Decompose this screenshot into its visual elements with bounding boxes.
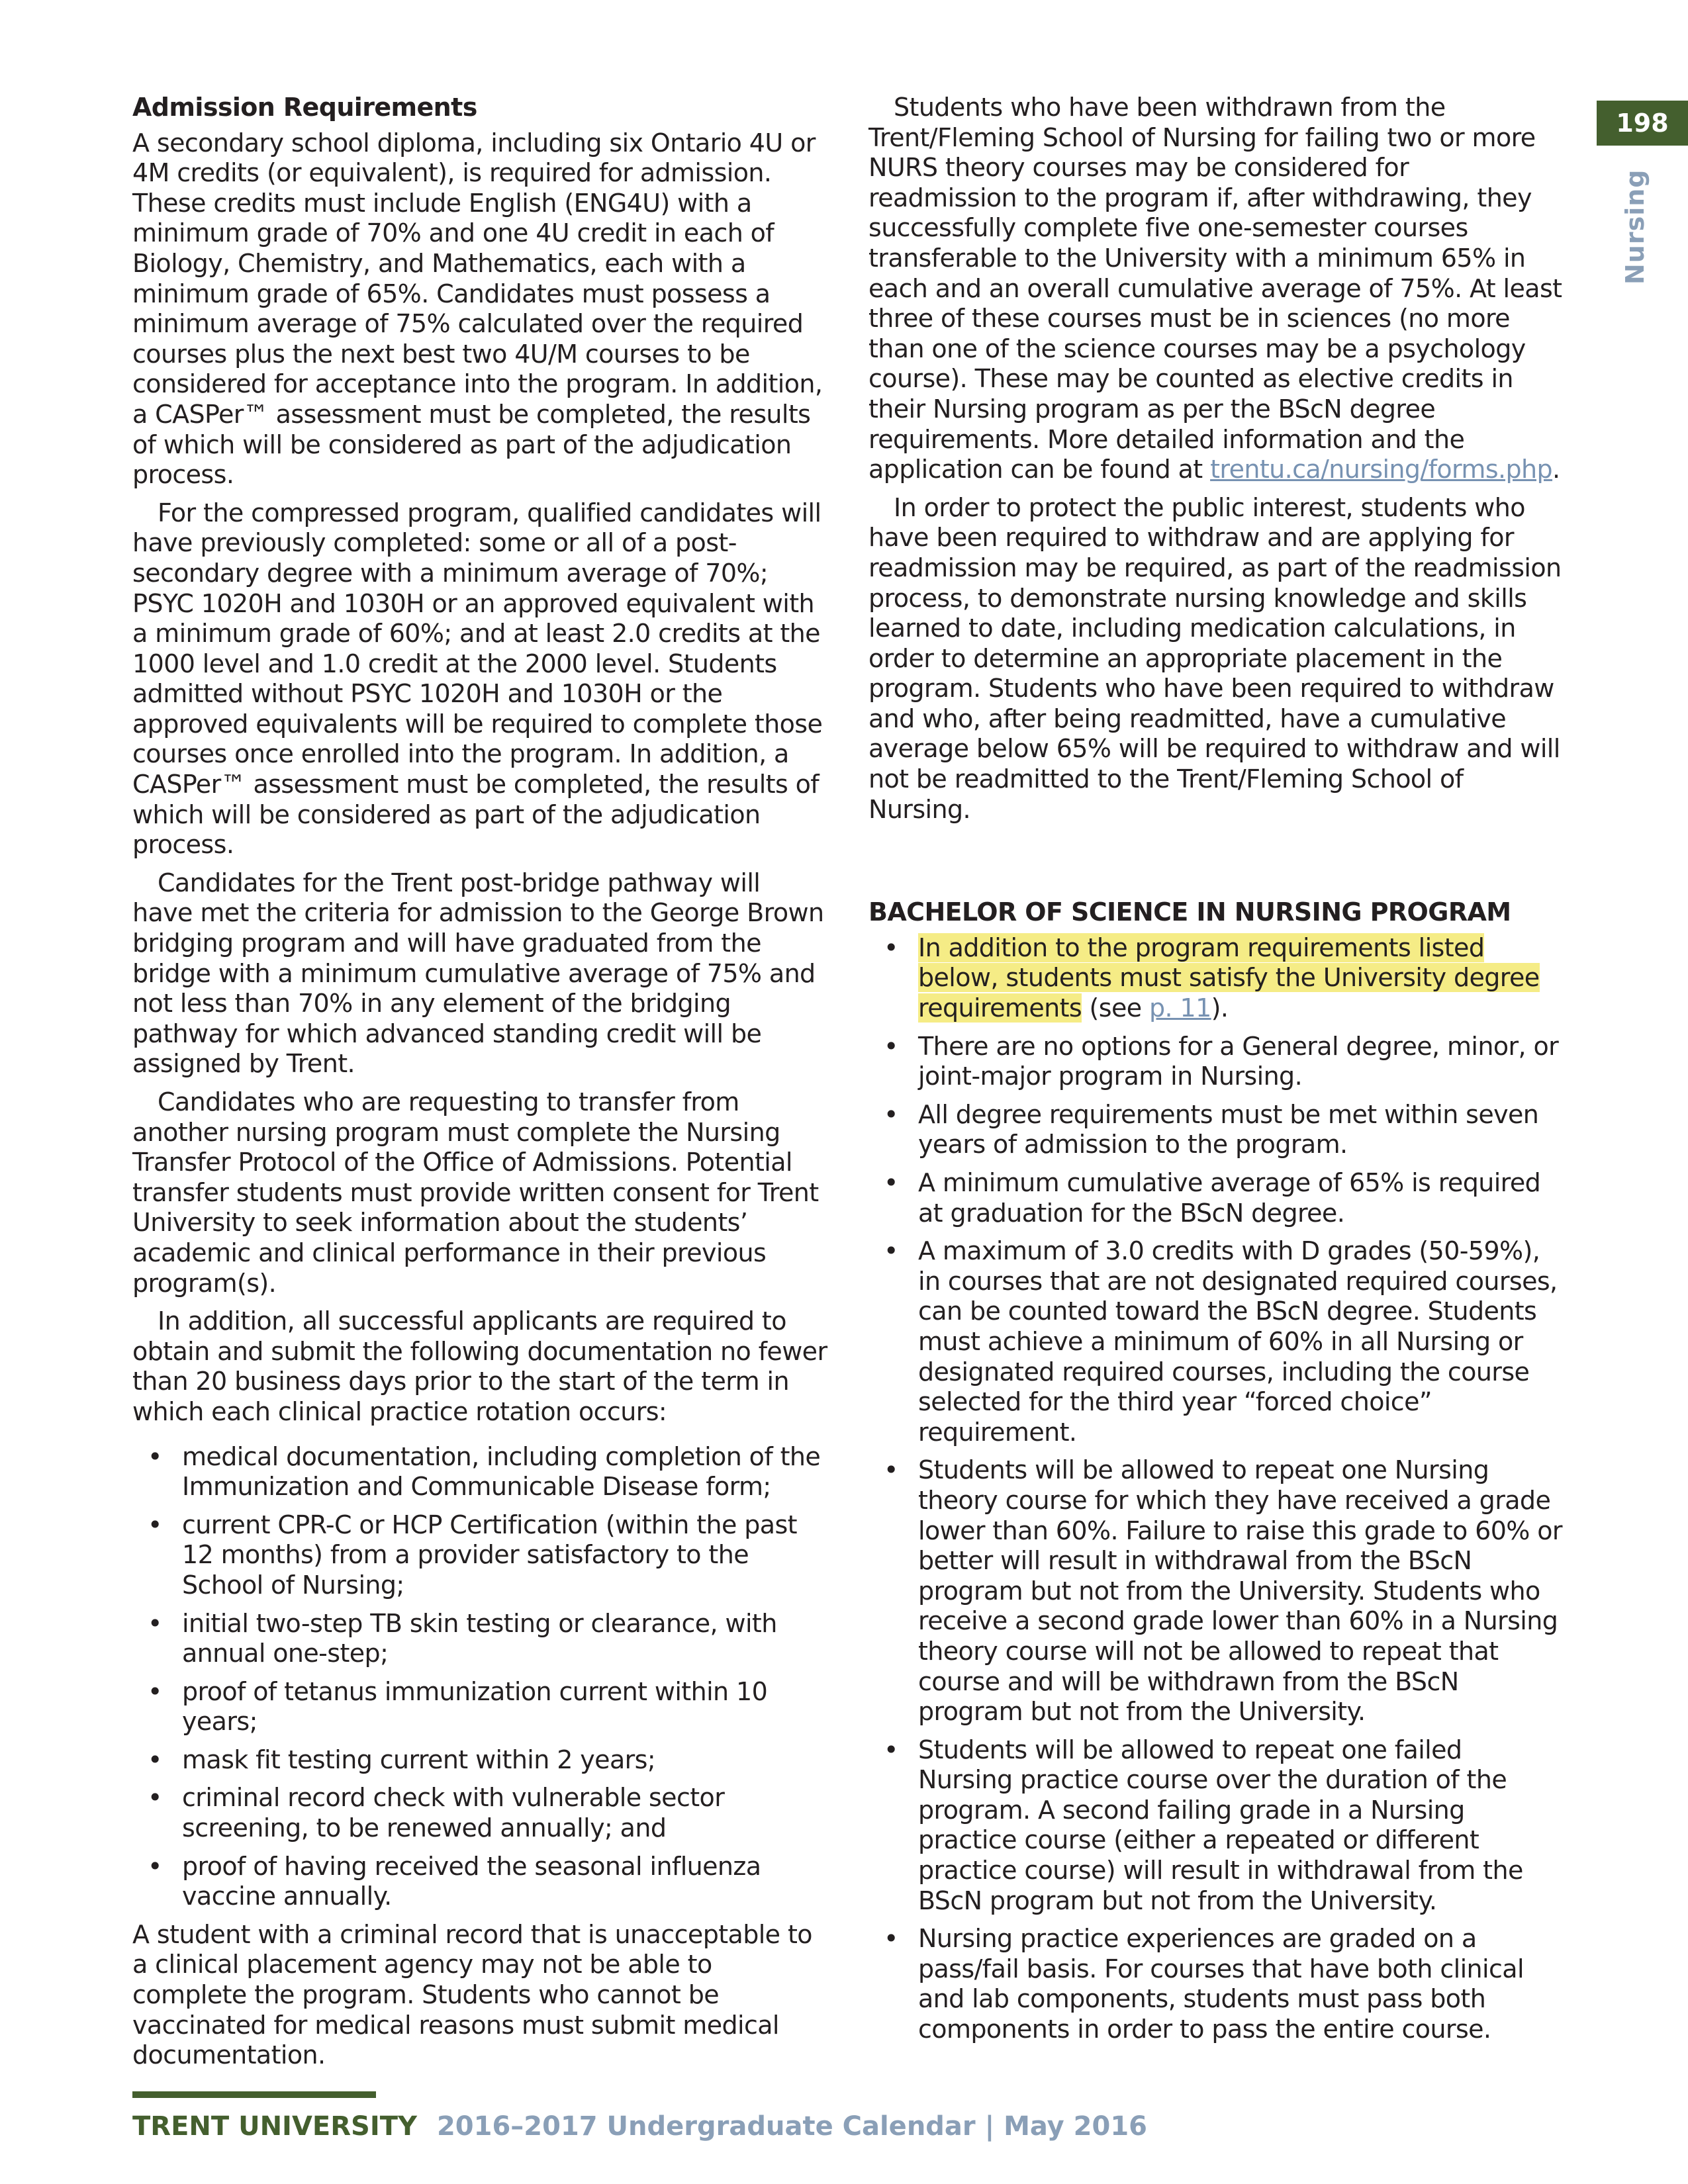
right-column — [868, 93, 1564, 2053]
admission-paragraph-6: A student with a criminal record that is unacceptable to a clinical placement agency may not be able to complete the program. Students who cannot be vaccinated for medical reasons must submit medical documentation. — [132, 1919, 812, 2070]
page-11-link[interactable]: p. 11 — [1149, 993, 1211, 1023]
bullet-icon: • — [884, 1455, 898, 1485]
admission-paragraph-2: For the compressed program, qualified candidates will have previously completed: some or all of a post-secondary degree with a minimum average of 70%; PSYC 1020H and 1030H or an approved equivalent with a minimum grade of 60%; and at least 2.0 credits at the 1000 level and 1.0 credit at the 2000 level. Students admitted without PSYC 1020H and 1030H or the approved equivalents will be required to complete those courses once enrolled into the program. In addition, a CASPer™ assessment must be completed, the results of which will be considered as part of the adjudication process. — [132, 498, 823, 860]
bullet-icon: • — [148, 1745, 162, 1774]
bullet-icon: • — [884, 1099, 898, 1129]
footer — [132, 2111, 1147, 2142]
bullet-icon: • — [884, 1924, 898, 1954]
documentation-list — [132, 1442, 827, 1912]
section-label: Nursing — [1620, 169, 1650, 285]
admission-paragraph-3: Candidates for the Trent post-bridge pathway will have met the criteria for admission to the George Brown bridging program and will have graduated from the bridge with a minimum cumulative average of 75% and not less than 70% in any element of the bridging pathway for which advanced standing credit will be assigned by Trent. — [132, 868, 824, 1079]
bullet-icon: • — [884, 1735, 898, 1764]
footer-university: TRENT UNIVERSITY — [132, 2111, 417, 2142]
footer-rule — [132, 2091, 376, 2098]
bullet-icon: • — [884, 1168, 898, 1197]
bullet-icon: • — [884, 1236, 898, 1266]
list-item: • mask fit testing current within 2 years; — [148, 1745, 656, 1774]
readmission-paragraph-2: In order to protect the public interest, students who have been required to withdraw and are applying for readmission may be required, as part of the readmission process, to demonstrate nursing knowledge and skills learned to date, including medication calculations, in order to determine an appropriate placement in the program. Students who have been required to withdraw and who, after being readmitted, have a cumulative average below 65% will be required to withdraw and will not be readmitted to the Trent/Fleming School of Nursing. — [868, 492, 1562, 824]
forms-link[interactable]: trentu.ca/nursing/forms.php — [1210, 455, 1553, 484]
bullet-icon: • — [148, 1851, 162, 1881]
list-item: • Students will be allowed to repeat one failed Nursing practice course over the duration of the program. A second failing grade in a Nursing practice course (either a repeated or different practice course) will result in withdrawal from the BScN program but not from the University. — [884, 1735, 1523, 1915]
page-number-tab: 198 — [1597, 101, 1688, 146]
footer-calendar: 2016–2017 Undergraduate Calendar | May 2016 — [436, 2111, 1147, 2142]
bscn-requirements-list — [868, 933, 1564, 2045]
highlighted-text: In addition to the program requirements listed below, students must satisfy the University degree requirements — [918, 933, 1540, 1023]
list-item: • Nursing practice experiences are graded on a pass/fail basis. For courses that have both clinical and lab components, students must pass both components in order to pass the entire course. — [884, 1924, 1524, 2044]
bullet-icon: • — [148, 1676, 162, 1706]
admission-requirements-heading: Admission Requirements — [132, 93, 477, 122]
list-item: • Students will be allowed to repeat one Nursing theory course for which they have received a grade lower than 60%. Failure to raise this grade to 60% or better will result in withdrawal from the BScN program but not from the University. Students who receive a second grade lower than 60% in a Nursing theory course will not be allowed to repeat that course and will be withdrawn from the BScN program but not from the University. — [884, 1455, 1562, 1727]
bscn-program-heading: BACHELOR OF SCIENCE IN NURSING PROGRAM — [868, 897, 1511, 927]
list-item: • There are no options for a General degree, minor, or joint-major program in Nursing. — [884, 1031, 1559, 1091]
admission-paragraph-1: A secondary school diploma, including six Ontario 4U or 4M credits (or equivalent), is required for admission. These credits must include English (ENG4U) with a minimum grade of 70% and one 4U credit in each of Biology, Chemistry, and Mathematics, each with a minimum grade of 65%. Candidates must possess a minimum average of 75% calculated over the required courses plus the next best two 4U/M courses to be considered for acceptance into the program. In addition, a CASPer™ assessment must be completed, the results of which will be considered as part of the adjudication process. — [132, 128, 823, 490]
list-item: • In addition to the program requirements listed below, students must satisfy the University degree requirements (see p. 11). — [884, 933, 1540, 1023]
bullet-icon: • — [148, 1441, 162, 1471]
list-item: • All degree requirements must be met within seven years of admission to the program. — [884, 1099, 1539, 1160]
bullet-icon: • — [148, 1608, 162, 1638]
list-item: • proof of tetanus immunization current within 10 years; — [148, 1676, 768, 1737]
bullet-icon: • — [884, 933, 898, 962]
bullet-icon: • — [884, 1031, 898, 1061]
admission-paragraph-4: Candidates who are requesting to transfer from another nursing program must complete the Nursing Transfer Protocol of the Office of Admissions. Potential transfer students must provide written consent for Trent University to seek information about the students’ academic and clinical performance in their previous program(s). — [132, 1087, 819, 1298]
left-column — [132, 93, 827, 2079]
list-item: • A maximum of 3.0 credits with D grades (50-59%), in courses that are not designated required courses, can be counted toward the BScN degree. Students must achieve a minimum of 60% in all Nursing or designated required courses, including the course selected for the third year “forced choice” requirement. — [884, 1236, 1558, 1447]
list-item: • A minimum cumulative average of 65% is required at graduation for the BScN degree. — [884, 1168, 1541, 1228]
list-item: • initial two-step TB skin testing or clearance, with annual one-step; — [148, 1608, 777, 1668]
list-item: • medical documentation, including completion of the Immunization and Communicable Disease form; — [148, 1441, 821, 1502]
list-item: • criminal record check with vulnerable sector screening, to be renewed annually; and — [148, 1783, 725, 1843]
bullet-icon: • — [148, 1510, 162, 1539]
list-item: • current CPR-C or HCP Certification (within the past 12 months) from a provider satisfactory to the School of Nursing; — [148, 1510, 797, 1600]
bullet-icon: • — [148, 1783, 162, 1813]
admission-paragraph-5: In addition, all successful applicants are required to obtain and submit the following documentation no fewer than 20 business days prior to the start of the term in which each clinical practice rotation occurs: — [132, 1306, 827, 1426]
readmission-paragraph-1: Students who have been withdrawn from the Trent/Fleming School of Nursing for failing two or more NURS theory courses may be considered for readmission to the program if, after withdrawing, they successfully complete five one-semester courses transferable to the University with a minimum 65% in each and an overall cumulative average of 75%. At least three of these courses must be in sciences (no more than one of the science courses may be a psychology course). These may be counted as elective credits in their Nursing program as per the BScN degree requirements. More detailed information and the application can be found at trentu.ca/nursing/forms.php. — [868, 93, 1562, 484]
list-item: • proof of having received the seasonal influenza vaccine annually. — [148, 1851, 761, 1911]
